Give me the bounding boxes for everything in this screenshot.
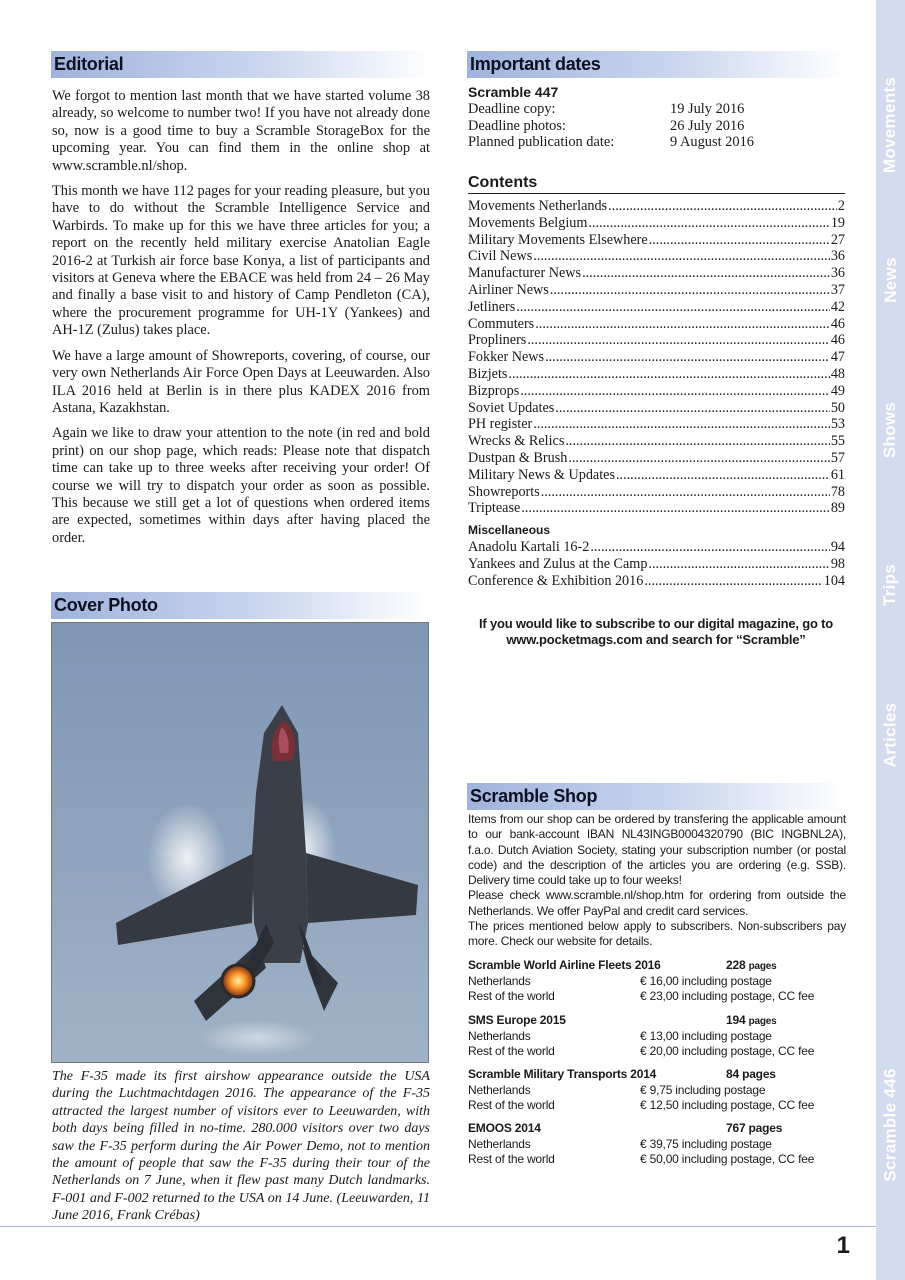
subscribe-line: If you would like to subscribe to our digital magazine, go to [479, 616, 833, 631]
toc-entry-title: Fokker News [468, 349, 545, 366]
toc-entry[interactable] [468, 556, 845, 573]
price-region: Netherlands [468, 1082, 531, 1097]
toc-entry-page: 55 [830, 433, 845, 450]
sidebar-tab-label: Scramble 446 [880, 1068, 900, 1182]
toc-dot-leader [516, 299, 830, 316]
toc-entry-title: Conference & Exhibition 2016 [468, 572, 644, 589]
important-dates-heading: Important dates [467, 51, 845, 78]
toc-entry-title: Movements Belgium [468, 214, 588, 231]
product-header [468, 1121, 846, 1136]
product-pages-word: pages [748, 1015, 777, 1027]
toc-entry[interactable] [468, 282, 845, 299]
toc-entry[interactable] [468, 433, 845, 450]
important-dates [468, 84, 844, 151]
toc-entry-title: Triptease [468, 500, 521, 517]
toc-entry-page: 49 [830, 382, 845, 399]
price-region: Netherlands [468, 1136, 531, 1151]
product-page-count: 194 [726, 1012, 746, 1027]
next-issue-label: Scramble 447 [468, 84, 559, 100]
toc-dot-leader [521, 500, 830, 517]
toc-entry-page: 53 [830, 416, 845, 433]
price-row [468, 974, 846, 989]
section-sidebar [876, 0, 905, 1280]
toc-entry-page: 36 [830, 265, 845, 282]
sidebar-tab-trips[interactable] [876, 540, 905, 630]
toc-dot-leader [545, 349, 830, 366]
toc-entry[interactable] [468, 400, 845, 417]
scramble-shop [468, 812, 846, 1167]
date-row [468, 134, 844, 151]
cover-photo-heading: Cover Photo [51, 592, 429, 619]
date-label: Planned publication date: [468, 134, 615, 151]
toc-entry-title: Bizprops [468, 382, 520, 399]
toc-entry[interactable] [468, 198, 845, 215]
toc-entry-page: 36 [830, 248, 845, 265]
toc-entry-page: 98 [830, 555, 845, 572]
toc-dot-leader [582, 265, 830, 282]
shop-product [468, 1013, 846, 1060]
toc-entry[interactable] [468, 484, 845, 501]
price-value: € 16,00 including postage [640, 973, 772, 988]
toc-dot-leader [508, 366, 829, 383]
subscribe-note [466, 616, 846, 648]
sidebar-tab-label: News [880, 257, 900, 303]
toc-dot-leader [590, 539, 829, 556]
date-value: 19 July 2016 [670, 101, 745, 117]
toc-dot-leader [541, 484, 830, 501]
product-pages [726, 1067, 776, 1082]
shop-paragraph: Please check www.scramble.nl/shop.htm for ordering from outside the Netherlands. We offer PayPal and credit card services. [468, 888, 846, 918]
toc-main-list [468, 198, 845, 517]
toc-entry-title: Manufacturer News [468, 265, 582, 282]
toc-dot-leader [520, 383, 830, 400]
editorial-paragraph: We forgot to mention last month that we have started volume 38 already, so welcome to number two! If you have not already done so, now is a good time to buy a Scramble StorageBox for the upcoming year. You can find them in the online shop at www.scramble.nl/shop. [52, 88, 430, 174]
toc-entry-page: 89 [830, 500, 845, 517]
toc-entry-title: Anadolu Kartali 16-2 [468, 539, 590, 556]
toc-entry-page: 2 [837, 198, 845, 214]
price-region: Netherlands [468, 1028, 531, 1043]
toc-entry[interactable] [468, 500, 845, 517]
toc-entry-title: Bizjets [468, 365, 508, 382]
table-of-contents [468, 198, 845, 590]
date-value: 9 August 2016 [670, 134, 754, 151]
price-value: € 9,75 including postage [640, 1082, 766, 1097]
toc-dot-leader [533, 416, 830, 433]
toc-entry-page: 47 [830, 349, 845, 366]
editorial-paragraph: We have a large amount of Showreports, covering, of course, our very own Netherlands Air Force Open Days at Leeuwarden. Also ILA 2016 held at Berlin is in there plus KADEX 2016 from Astana, Kazakhstan. [52, 347, 430, 416]
toc-entry-title: Civil News [468, 248, 533, 265]
price-value: € 23,00 including postage, CC fee [640, 989, 815, 1004]
toc-dot-leader [616, 467, 830, 484]
editorial-body [52, 88, 430, 555]
toc-dot-leader [588, 215, 829, 232]
toc-entry-page: 42 [830, 298, 845, 315]
date-value: 26 July 2016 [670, 117, 745, 134]
price-row [468, 1029, 846, 1044]
toc-entry[interactable] [468, 539, 845, 556]
price-region: Rest of the world [468, 1044, 555, 1059]
product-header [468, 1067, 846, 1082]
price-value: € 12,50 including postage, CC fee [640, 1098, 815, 1113]
sidebar-tab-articles[interactable] [876, 680, 905, 790]
toc-dot-leader [644, 573, 822, 590]
toc-entry-page: 46 [830, 332, 845, 349]
sidebar-tab-issue[interactable] [876, 1040, 905, 1210]
sidebar-tab-news[interactable] [876, 235, 905, 325]
toc-entry-page: 48 [830, 365, 845, 382]
price-region: Netherlands [468, 973, 531, 988]
price-value: € 39,75 including postage [640, 1136, 772, 1151]
toc-entry-title: Military Movements Elsewhere [468, 231, 648, 248]
toc-entry-title: PH register [468, 416, 533, 433]
product-page-count: 767 pages [726, 1121, 783, 1136]
page-number: 1 [836, 1232, 850, 1259]
toc-dot-leader [649, 232, 830, 249]
shop-paragraph: Items from our shop can be ordered by transfering the applicable amount to our bank-account IBAN NL43INGB0004320790 (BIC INGBNL2A), f.a.o. Dutch Aviation Society, stating your subscription number (or postal code) and the description of the articles you are ordering (e.g. SSB). Delivery time could take up to four weeks! [468, 812, 846, 888]
sidebar-tab-label: Articles [880, 702, 900, 768]
price-row [468, 1152, 846, 1167]
toc-dot-leader [648, 556, 829, 573]
editorial-heading: Editorial [51, 51, 431, 78]
shop-product [468, 1121, 846, 1167]
toc-entry-page: 50 [830, 399, 845, 416]
toc-entry-page: 104 [823, 572, 845, 589]
toc-entry[interactable] [468, 349, 845, 366]
cover-photo-image [51, 622, 429, 1063]
contents-heading: Contents [468, 174, 845, 194]
toc-entry[interactable] [468, 467, 845, 484]
toc-entry-title: Yankees and Zulus at the Camp [468, 555, 648, 572]
toc-misc-heading: Miscellaneous [468, 523, 551, 538]
toc-dot-leader [565, 433, 829, 450]
product-name: EMOOS 2014 [468, 1121, 541, 1136]
product-pages [726, 1013, 776, 1029]
price-row [468, 989, 846, 1004]
price-row [468, 1083, 846, 1098]
toc-entry[interactable] [468, 383, 845, 400]
toc-entry[interactable] [468, 265, 845, 282]
toc-entry-title: Airliner News [468, 281, 549, 298]
toc-entry-page: 94 [830, 539, 845, 556]
toc-misc-list [468, 539, 845, 589]
product-page-count: 228 [726, 957, 746, 972]
price-value: € 20,00 including postage, CC fee [640, 1044, 815, 1059]
editorial-paragraph: Again we like to draw your attention to the note (in red and bold print) on our shop page, which reads: Please note that dispatch time can take up to three weeks after receiving your order! Of course we will try to dispatch your order as soon as possible. This because we still get a lot of questions when ordered items are expected, sometimes within days after having placed the order. [52, 425, 430, 546]
toc-entry[interactable] [468, 232, 845, 249]
price-region: Rest of the world [468, 989, 555, 1004]
toc-entry-page: 57 [830, 449, 845, 466]
product-pages [726, 958, 776, 974]
price-value: € 50,00 including postage, CC fee [640, 1151, 815, 1166]
sidebar-tab-shows[interactable] [876, 385, 905, 475]
cover-photo-caption: The F-35 made its first airshow appearance outside the USA during the Luchtmachtdagen 2016. The appearance of the F-35 attracted the largest number of visitors ever to Leeuwarden, with both days being filled in no-time. 280.000 visitors over two days saw the F-35 perform during the Air Power Demo, not to mention the amount of people that saw the F-35 during their tour of the Netherlands on 7 June, when it flew past many Dutch landmarks. F-001 and F-002 returned to the USA on 14 June. (Leeuwarden, 11 June 2016, Frank Crébas) [52, 1069, 430, 1224]
toc-entry-title: Commuters [468, 315, 535, 332]
date-label: Deadline copy: [468, 101, 556, 117]
shop-product [468, 1067, 846, 1113]
toc-dot-leader [555, 400, 830, 417]
toc-entry-title: Propliners [468, 332, 527, 349]
toc-entry-page: 37 [830, 281, 845, 298]
toc-entry-page: 27 [830, 231, 845, 248]
toc-entry[interactable] [468, 416, 845, 433]
toc-dot-leader [527, 332, 829, 349]
toc-entry-title: Military News & Updates [468, 466, 615, 483]
toc-dot-leader [550, 282, 830, 299]
price-region: Rest of the world [468, 1151, 555, 1166]
toc-entry-title: Wrecks & Relics [468, 433, 565, 450]
product-name: Scramble Military Transports 2014 [468, 1067, 657, 1082]
scramble-shop-heading: Scramble Shop [467, 783, 845, 810]
product-header [468, 958, 846, 974]
toc-entry[interactable] [468, 450, 845, 467]
shop-paragraph: The prices mentioned below apply to subscribers. Non-subscribers pay more. Check our website for details. [468, 919, 846, 949]
product-name: Scramble World Airline Fleets 2016 [468, 957, 661, 972]
toc-entry-title: Dustpan & Brush [468, 449, 568, 466]
sidebar-tab-label: Trips [880, 563, 900, 607]
product-pages-word: pages [748, 960, 777, 972]
sidebar-tab-label: Shows [880, 401, 900, 459]
toc-entry[interactable] [468, 299, 845, 316]
toc-dot-leader [535, 316, 830, 333]
f35-jet-illustration [52, 623, 429, 1063]
subscribe-link[interactable]: www.pocketmags.com and search for “Scramble” [506, 632, 806, 647]
toc-entry-title: Jetliners [468, 298, 516, 315]
toc-entry[interactable] [468, 573, 845, 590]
product-pages [726, 1121, 782, 1136]
toc-dot-leader [568, 450, 830, 467]
price-row [468, 1098, 846, 1113]
toc-entry-title: Showreports [468, 483, 540, 500]
sidebar-tab-label: Movements [880, 76, 900, 174]
toc-entry[interactable] [468, 248, 845, 265]
toc-entry[interactable] [468, 366, 845, 383]
toc-entry[interactable] [468, 316, 845, 333]
price-region: Rest of the world [468, 1098, 555, 1113]
product-page-count: 84 pages [726, 1067, 776, 1082]
date-label: Deadline photos: [468, 117, 566, 134]
price-row [468, 1137, 846, 1152]
date-row [468, 101, 844, 118]
footer-rule [0, 1226, 876, 1227]
date-row [468, 118, 844, 135]
editorial-paragraph: This month we have 112 pages for your reading pleasure, but you have to do without the Scramble Intelligence Service and Warbirds. To make up for this we have three articles for you; a report on the recently held military exercise Anatolian Eagle 2016-2 at Turkish air force base Konya, a list of participants and visitors at Geneva where the EBACE was held from 24 – 26 May and finally a base visit to and history of Camp Pendleton (CA), where the procurement programme for UH-1Y (Yankees) and AH-1Z (Zulus) takes place. [52, 183, 430, 339]
toc-dot-leader [533, 248, 830, 265]
toc-entry[interactable] [468, 215, 845, 232]
shop-product [468, 958, 846, 1005]
toc-entry[interactable] [468, 332, 845, 349]
price-row [468, 1044, 846, 1059]
product-name: SMS Europe 2015 [468, 1012, 566, 1027]
toc-dot-leader [608, 198, 837, 215]
toc-entry-title: Movements Netherlands [468, 198, 608, 214]
product-header [468, 1013, 846, 1029]
toc-entry-page: 61 [830, 466, 845, 483]
toc-entry-page: 19 [830, 214, 845, 231]
price-value: € 13,00 including postage [640, 1028, 772, 1043]
toc-entry-title: Soviet Updates [468, 399, 555, 416]
shop-product-list [468, 958, 846, 1168]
toc-entry-page: 46 [830, 315, 845, 332]
toc-entry-page: 78 [830, 483, 845, 500]
sidebar-tab-movements[interactable] [876, 50, 905, 200]
